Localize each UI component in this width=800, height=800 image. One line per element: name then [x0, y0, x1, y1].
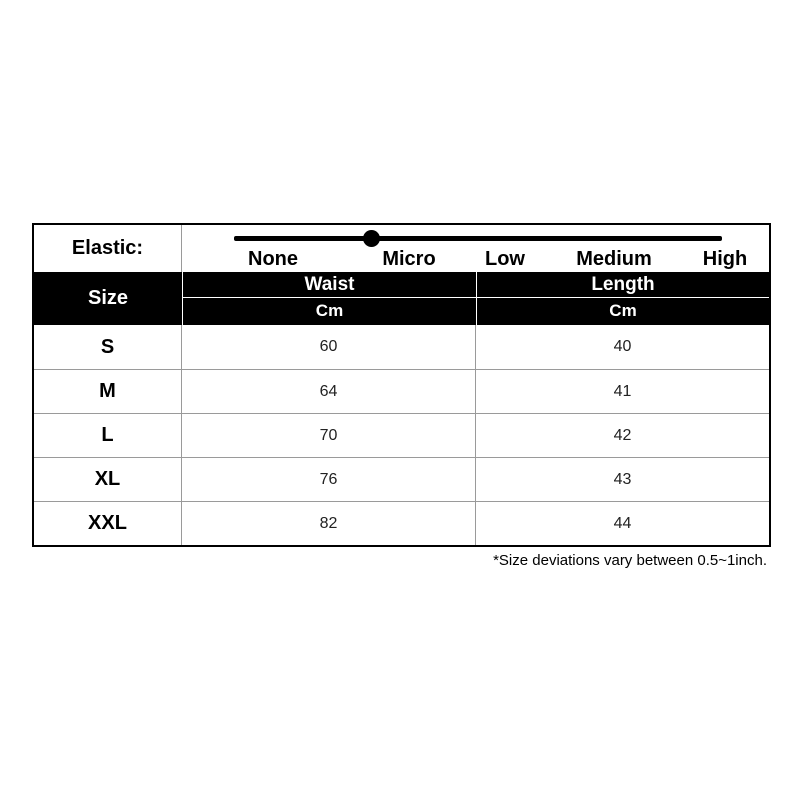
size-cell: XL — [34, 458, 182, 501]
table-header — [34, 272, 769, 325]
size-column-header: Size — [87, 287, 129, 309]
waist-cell: 60 — [182, 325, 476, 369]
elastic-level-medium: Medium — [576, 248, 652, 270]
size-cell: S — [34, 325, 182, 369]
size-cell: L — [34, 414, 182, 457]
waist-cell: 82 — [182, 502, 476, 545]
size-chart — [32, 223, 771, 547]
elastic-scale-bar — [234, 236, 722, 241]
elastic-scale — [182, 225, 769, 272]
size-cell: M — [34, 370, 182, 413]
waist-cell: 76 — [182, 458, 476, 501]
elastic-level-low: Low — [485, 248, 525, 270]
waist-cell: 64 — [182, 370, 476, 413]
length-cell: 42 — [613, 426, 632, 444]
length-cell: 41 — [613, 382, 632, 400]
elastic-label: Elastic: — [34, 225, 182, 272]
waist-unit-header: Cm — [315, 301, 344, 320]
length-unit-header: Cm — [609, 301, 637, 320]
size-deviation-note: *Size deviations vary between 0.5~1inch. — [493, 552, 767, 569]
elastic-level-none: None — [248, 248, 298, 270]
length-cell: 44 — [613, 514, 632, 532]
length-cell: 43 — [613, 470, 632, 488]
table-row — [34, 457, 769, 501]
elastic-level-micro: Micro — [382, 248, 436, 270]
elastic-scale-indicator — [363, 230, 380, 247]
elastic-level-high: High — [702, 248, 748, 270]
table-row — [34, 325, 769, 369]
table-row — [34, 369, 769, 413]
length-column-header: Length — [591, 273, 655, 295]
waist-cell: 70 — [182, 414, 476, 457]
size-cell: XXL — [34, 502, 182, 545]
length-cell: 40 — [613, 338, 632, 355]
table-row — [34, 501, 769, 545]
elastic-row — [34, 225, 769, 272]
waist-column-header: Waist — [304, 273, 355, 295]
table-row — [34, 413, 769, 457]
